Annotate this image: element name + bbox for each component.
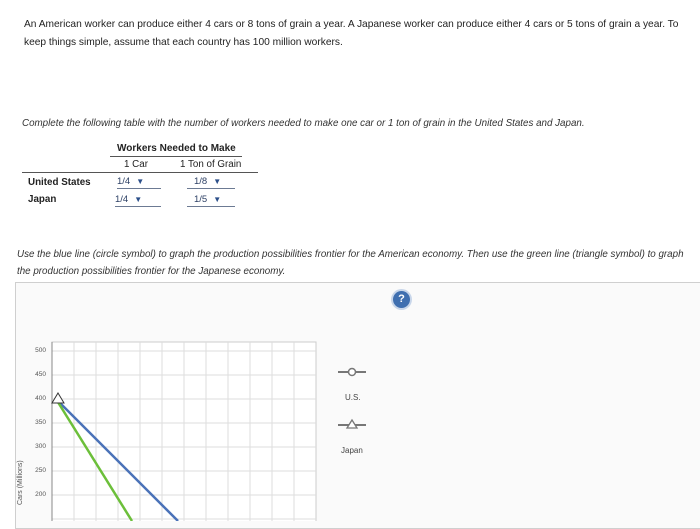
y-tick-label: 350 xyxy=(35,419,46,426)
y-tick-label: 300 xyxy=(35,443,46,450)
dropdown-arrow-icon: ▼ xyxy=(213,195,222,204)
row-label-united-states: United States xyxy=(28,177,91,188)
us-grain-value: 1/8 xyxy=(194,176,208,187)
row-label-japan: Japan xyxy=(28,194,57,205)
column-header-car: 1 Car xyxy=(124,159,148,170)
y-tick-label: 250 xyxy=(35,467,46,474)
help-icon[interactable]: ? xyxy=(393,291,410,308)
y-axis-label: Cars (Millions) xyxy=(17,460,24,505)
table-title: Workers Needed to Make xyxy=(117,143,236,154)
circle-icon[interactable] xyxy=(349,369,356,376)
y-tick-label: 500 xyxy=(35,347,46,354)
problem-intro: An American worker can produce either 4 cars or 8 tons of grain a year. A Japanese worker can produce either 4 cars or 5 tons of grain a year. To keep things simple, assume that each country has 100 million workers. xyxy=(24,19,679,48)
y-tick-label: 200 xyxy=(35,491,46,498)
dropdown-arrow-icon: ▼ xyxy=(213,177,222,186)
graph-instruction: Use the blue line (circle symbol) to graph the production possibilities frontier for the American economy. Then use the green line (triangle symbol) to graph the production possibilities frontier for the Japanese economy. xyxy=(17,249,684,277)
y-tick-label: 450 xyxy=(35,371,46,378)
legend-japan-label: Japan xyxy=(341,446,363,455)
dropdown-arrow-icon: ▼ xyxy=(136,177,145,186)
japan-grain-value: 1/5 xyxy=(194,194,208,205)
japan-car-value: 1/4 xyxy=(115,194,129,205)
y-tick-label: 400 xyxy=(35,395,46,402)
legend-us-label: U.S. xyxy=(345,393,361,402)
dropdown-arrow-icon: ▼ xyxy=(134,195,143,204)
us-car-value: 1/4 xyxy=(117,176,131,187)
table-instruction: Complete the following table with the number of workers needed to make one car or 1 ton of grain in the United States and Japan. xyxy=(22,118,585,129)
column-header-grain: 1 Ton of Grain xyxy=(180,159,242,170)
